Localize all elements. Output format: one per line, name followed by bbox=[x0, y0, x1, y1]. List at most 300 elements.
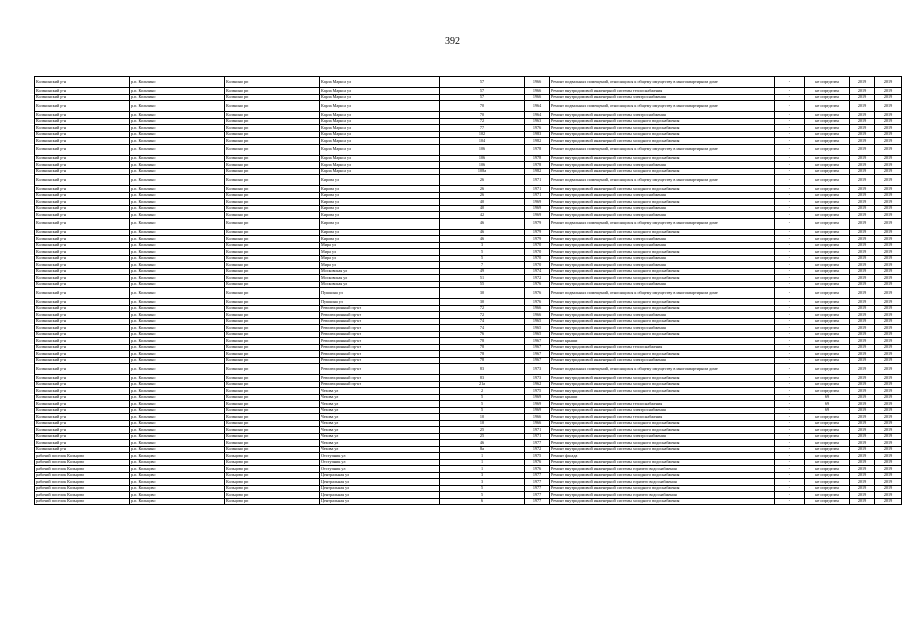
build-year-cell: 1976 bbox=[525, 299, 550, 306]
street-cell: Кирова ул bbox=[320, 186, 440, 193]
street-cell: Карла Маркса ул bbox=[320, 131, 440, 138]
start-year-cell: 2019 bbox=[850, 325, 875, 332]
build-year-cell: 1972 bbox=[525, 446, 550, 453]
start-year-cell: 2019 bbox=[850, 138, 875, 145]
dash-cell: - bbox=[775, 131, 805, 138]
work-type-cell: Ремонт внутридомовой инженерной системы теплоснабжения bbox=[550, 88, 775, 95]
settlement-cell: р.п. Кольчино bbox=[130, 94, 225, 101]
determination-cell: не определен bbox=[805, 88, 850, 95]
build-year-cell: 1978 bbox=[525, 144, 550, 155]
house-number-cell: 25 bbox=[440, 433, 525, 440]
dash-cell: - bbox=[775, 381, 805, 388]
start-year-cell: 2019 bbox=[850, 144, 875, 155]
settlement-cell: р.п. Кольчино bbox=[130, 305, 225, 312]
locality-cell: Кольчино рп bbox=[225, 414, 320, 421]
settlement-cell: р.п. Кольчино bbox=[130, 299, 225, 306]
build-year-cell: 1964 bbox=[525, 112, 550, 119]
build-year-cell: 1975 bbox=[525, 453, 550, 460]
work-type-cell: Ремонт подвальных помещений, относящихся к общему имуществу в многоквартирном доме bbox=[550, 288, 775, 299]
settlement-cell: р.п. Кольчино bbox=[130, 433, 225, 440]
work-type-cell: Ремонт внутридомовой инженерной системы электроснабжения bbox=[550, 205, 775, 212]
dash-cell: - bbox=[775, 357, 805, 364]
end-year-cell: 2019 bbox=[875, 344, 902, 351]
work-type-cell: Ремонт подвальных помещений, относящихся к общему имуществу в многоквартирном доме bbox=[550, 364, 775, 375]
end-year-cell: 2019 bbox=[875, 331, 902, 338]
district-cell: рабочий поселок Кольцово bbox=[35, 466, 130, 473]
house-number-cell: 106 bbox=[440, 155, 525, 162]
determination-cell: не определен bbox=[805, 218, 850, 229]
settlement-cell: р.п. Кольчино bbox=[130, 77, 225, 88]
start-year-cell: 2019 bbox=[850, 162, 875, 169]
locality-cell: Кольчино рп bbox=[225, 275, 320, 282]
end-year-cell: 2019 bbox=[875, 155, 902, 162]
house-number-cell: 46 bbox=[440, 229, 525, 236]
locality-cell: Кольчино рп bbox=[225, 446, 320, 453]
start-year-cell: 2019 bbox=[850, 281, 875, 288]
start-year-cell: 2019 bbox=[850, 125, 875, 132]
locality-cell: Кольчино рп bbox=[225, 299, 320, 306]
street-cell: Карла Маркса ул bbox=[320, 94, 440, 101]
locality-cell: Кольцово рп bbox=[225, 492, 320, 499]
build-year-cell: 1979 bbox=[525, 229, 550, 236]
build-year-cell: 1972 bbox=[525, 275, 550, 282]
house-number-cell: 40 bbox=[440, 199, 525, 206]
street-cell: Чехова ул bbox=[320, 440, 440, 447]
district-cell: рабочий поселок Кольцово bbox=[35, 459, 130, 466]
determination-cell: не определен bbox=[805, 485, 850, 492]
street-cell: Центральная ул bbox=[320, 492, 440, 499]
house-number-cell: 26 bbox=[440, 175, 525, 186]
street-cell: Карла Маркса ул bbox=[320, 101, 440, 112]
locality-cell: Кольчино рп bbox=[225, 262, 320, 269]
work-type-cell: Ремонт внутридомовой инженерной системы холодного водоснабжения bbox=[550, 131, 775, 138]
locality-cell: Кольчино рп bbox=[225, 331, 320, 338]
locality-cell: Кольчино рп bbox=[225, 433, 320, 440]
settlement-cell: р.п. Кольчино bbox=[130, 242, 225, 249]
end-year-cell: 2019 bbox=[875, 440, 902, 447]
start-year-cell: 2019 bbox=[850, 299, 875, 306]
build-year-cell: 1977 bbox=[525, 492, 550, 499]
determination-cell: не определен bbox=[805, 118, 850, 125]
work-type-cell: Ремонт внутридомовой инженерной системы холодного водоснабжения bbox=[550, 229, 775, 236]
start-year-cell: 2019 bbox=[850, 218, 875, 229]
start-year-cell: 2019 bbox=[850, 275, 875, 282]
determination-cell: 69 bbox=[805, 407, 850, 414]
settlement-cell: р.п. Кольцово bbox=[130, 472, 225, 479]
dash-cell: - bbox=[775, 94, 805, 101]
dash-cell: - bbox=[775, 268, 805, 275]
determination-cell: 69 bbox=[805, 401, 850, 408]
settlement-cell: р.п. Кольчино bbox=[130, 394, 225, 401]
determination-cell: не определен bbox=[805, 168, 850, 175]
end-year-cell: 2019 bbox=[875, 479, 902, 486]
end-year-cell: 2019 bbox=[875, 351, 902, 358]
house-number-cell: 46 bbox=[440, 236, 525, 243]
house-number-cell: 6 bbox=[440, 498, 525, 505]
works-table bbox=[34, 76, 902, 505]
end-year-cell: 2019 bbox=[875, 485, 902, 492]
start-year-cell: 2019 bbox=[850, 242, 875, 249]
determination-cell: не определен bbox=[805, 192, 850, 199]
dash-cell: - bbox=[775, 212, 805, 219]
work-type-cell: Ремонт внутридомовой инженерной системы электроснабжения bbox=[550, 312, 775, 319]
table-row bbox=[35, 288, 902, 299]
street-cell: Карла Маркса ул bbox=[320, 155, 440, 162]
work-type-cell: Ремонт подвальных помещений, относящихся к общему имуществу в многоквартирном доме bbox=[550, 144, 775, 155]
street-cell: Московская ул bbox=[320, 275, 440, 282]
street-cell: Отступник ул bbox=[320, 466, 440, 473]
locality-cell: Кольчино рп bbox=[225, 77, 320, 88]
start-year-cell: 2019 bbox=[850, 394, 875, 401]
locality-cell: Кольчино рп bbox=[225, 88, 320, 95]
determination-cell: не определен bbox=[805, 381, 850, 388]
district-cell: Кольчинский р-н bbox=[35, 275, 130, 282]
work-type-cell: Ремонт внутридомовой инженерной системы горячего водоснабжения bbox=[550, 466, 775, 473]
build-year-cell: 1969 bbox=[525, 205, 550, 212]
house-number-cell: 26 bbox=[440, 186, 525, 193]
street-cell: Кирова ул bbox=[320, 192, 440, 199]
district-cell: Кольчинский р-н bbox=[35, 381, 130, 388]
settlement-cell: р.п. Кольцово bbox=[130, 453, 225, 460]
street-cell: Карла Маркса ул bbox=[320, 144, 440, 155]
settlement-cell: р.п. Кольчино bbox=[130, 281, 225, 288]
locality-cell: Кольцово рп bbox=[225, 479, 320, 486]
dash-cell: - bbox=[775, 118, 805, 125]
table-row bbox=[35, 77, 902, 88]
determination-cell: не определен bbox=[805, 466, 850, 473]
dash-cell: - bbox=[775, 453, 805, 460]
start-year-cell: 2019 bbox=[850, 288, 875, 299]
start-year-cell: 2019 bbox=[850, 446, 875, 453]
dash-cell: - bbox=[775, 427, 805, 434]
build-year-cell: 1974 bbox=[525, 268, 550, 275]
start-year-cell: 2019 bbox=[850, 351, 875, 358]
settlement-cell: р.п. Кольчино bbox=[130, 125, 225, 132]
street-cell: Мира ул bbox=[320, 255, 440, 262]
end-year-cell: 2019 bbox=[875, 138, 902, 145]
build-year-cell: 1978 bbox=[525, 155, 550, 162]
work-type-cell: Ремонт подвальных помещений, относящихся к общему имуществу в многоквартирном доме bbox=[550, 218, 775, 229]
street-cell: Кирова ул bbox=[320, 229, 440, 236]
district-cell: рабочий поселок Кольцово bbox=[35, 479, 130, 486]
settlement-cell: р.п. Кольчино bbox=[130, 440, 225, 447]
district-cell: Кольчинский р-н bbox=[35, 281, 130, 288]
end-year-cell: 2019 bbox=[875, 299, 902, 306]
locality-cell: Кольчино рп bbox=[225, 268, 320, 275]
district-cell: Кольчинский р-н bbox=[35, 305, 130, 312]
determination-cell: не определен bbox=[805, 305, 850, 312]
settlement-cell: р.п. Кольчино bbox=[130, 312, 225, 319]
house-number-cell: 78 bbox=[440, 338, 525, 345]
dash-cell: - bbox=[775, 175, 805, 186]
locality-cell: Кольчино рп bbox=[225, 381, 320, 388]
start-year-cell: 2019 bbox=[850, 375, 875, 382]
work-type-cell: Ремонт внутридомовой инженерной системы холодного водоснабжения bbox=[550, 299, 775, 306]
determination-cell: не определен bbox=[805, 212, 850, 219]
end-year-cell: 2019 bbox=[875, 218, 902, 229]
end-year-cell: 2019 bbox=[875, 338, 902, 345]
end-year-cell: 2019 bbox=[875, 318, 902, 325]
settlement-cell: р.п. Кольчино bbox=[130, 101, 225, 112]
district-cell: Кольчинский р-н bbox=[35, 229, 130, 236]
end-year-cell: 2019 bbox=[875, 118, 902, 125]
start-year-cell: 2019 bbox=[850, 433, 875, 440]
work-type-cell: Ремонт внутридомовой инженерной системы электроснабжения bbox=[550, 281, 775, 288]
end-year-cell: 2019 bbox=[875, 472, 902, 479]
start-year-cell: 2019 bbox=[850, 118, 875, 125]
start-year-cell: 2019 bbox=[850, 485, 875, 492]
start-year-cell: 2019 bbox=[850, 186, 875, 193]
end-year-cell: 2019 bbox=[875, 364, 902, 375]
house-number-cell: 106 bbox=[440, 144, 525, 155]
settlement-cell: р.п. Кольчино bbox=[130, 168, 225, 175]
settlement-cell: р.п. Кольчино bbox=[130, 407, 225, 414]
locality-cell: Кольчино рп bbox=[225, 242, 320, 249]
start-year-cell: 2019 bbox=[850, 440, 875, 447]
end-year-cell: 2019 bbox=[875, 175, 902, 186]
settlement-cell: р.п. Кольчино bbox=[130, 88, 225, 95]
house-number-cell: 5 bbox=[440, 249, 525, 256]
start-year-cell: 2019 bbox=[850, 255, 875, 262]
end-year-cell: 2019 bbox=[875, 459, 902, 466]
table-row bbox=[35, 218, 902, 229]
determination-cell: не определен bbox=[805, 414, 850, 421]
work-type-cell: Ремонт внутридомовой инженерной системы холодного водоснабжения bbox=[550, 459, 775, 466]
work-type-cell: Ремонт подвальных помещений, относящихся к общему имуществу в многоквартирном доме bbox=[550, 175, 775, 186]
settlement-cell: р.п. Кольчино bbox=[130, 249, 225, 256]
work-type-cell: Ремонт внутридомовой инженерной системы электроснабжения bbox=[550, 236, 775, 243]
dash-cell: - bbox=[775, 88, 805, 95]
start-year-cell: 2019 bbox=[850, 427, 875, 434]
determination-cell: не определен bbox=[805, 338, 850, 345]
district-cell: Кольчинский р-н bbox=[35, 420, 130, 427]
district-cell: рабочий поселок Кольцово bbox=[35, 492, 130, 499]
street-cell: Чехова ул bbox=[320, 407, 440, 414]
work-type-cell: Ремонт внутридомовой инженерной системы теплоснабжения bbox=[550, 344, 775, 351]
determination-cell: не определен bbox=[805, 357, 850, 364]
locality-cell: Кольчино рп bbox=[225, 138, 320, 145]
determination-cell: не определен bbox=[805, 318, 850, 325]
dash-cell: - bbox=[775, 312, 805, 319]
street-cell: Чехова ул bbox=[320, 420, 440, 427]
house-number-cell: 3 bbox=[440, 479, 525, 486]
district-cell: Кольчинский р-н bbox=[35, 262, 130, 269]
start-year-cell: 2019 bbox=[850, 420, 875, 427]
work-type-cell: Ремонт внутридомовой инженерной системы холодного водоснабжения bbox=[550, 388, 775, 395]
street-cell: Революционный пр-кт bbox=[320, 364, 440, 375]
dash-cell: - bbox=[775, 331, 805, 338]
street-cell: Революционный пр-кт bbox=[320, 312, 440, 319]
locality-cell: Кольчино рп bbox=[225, 427, 320, 434]
work-type-cell: Ремонт внутридомовой инженерной системы холодного водоснабжения bbox=[550, 420, 775, 427]
end-year-cell: 2019 bbox=[875, 125, 902, 132]
start-year-cell: 2019 bbox=[850, 168, 875, 175]
dash-cell: - bbox=[775, 407, 805, 414]
settlement-cell: р.п. Кольчино bbox=[130, 186, 225, 193]
street-cell: Кирова ул bbox=[320, 205, 440, 212]
district-cell: Кольчинский р-н bbox=[35, 155, 130, 162]
house-number-cell: 57 bbox=[440, 94, 525, 101]
street-cell: Карла Маркса ул bbox=[320, 125, 440, 132]
street-cell: Чехова ул bbox=[320, 433, 440, 440]
locality-cell: Кольчино рп bbox=[225, 249, 320, 256]
determination-cell: не определен bbox=[805, 94, 850, 101]
work-type-cell: Ремонт внутридомовой инженерной системы холодного водоснабжения bbox=[550, 331, 775, 338]
end-year-cell: 2019 bbox=[875, 186, 902, 193]
start-year-cell: 2019 bbox=[850, 88, 875, 95]
end-year-cell: 2019 bbox=[875, 381, 902, 388]
locality-cell: Кольчино рп bbox=[225, 155, 320, 162]
work-type-cell: Ремонт внутридомовой инженерной системы холодного водоснабжения bbox=[550, 186, 775, 193]
build-year-cell: 1977 bbox=[525, 479, 550, 486]
street-cell: Революционный пр-кт bbox=[320, 375, 440, 382]
start-year-cell: 2019 bbox=[850, 459, 875, 466]
determination-cell: не определен bbox=[805, 101, 850, 112]
end-year-cell: 2019 bbox=[875, 407, 902, 414]
settlement-cell: р.п. Кольцово bbox=[130, 459, 225, 466]
district-cell: Кольчинский р-н bbox=[35, 407, 130, 414]
determination-cell: не определен bbox=[805, 375, 850, 382]
house-number-cell: 77 bbox=[440, 125, 525, 132]
work-type-cell: Ремонт внутридомовой инженерной системы холодного водоснабжения bbox=[550, 199, 775, 206]
build-year-cell: 1969 bbox=[525, 407, 550, 414]
settlement-cell: р.п. Кольчино bbox=[130, 364, 225, 375]
locality-cell: Кольчино рп bbox=[225, 394, 320, 401]
district-cell: Кольчинский р-н bbox=[35, 212, 130, 219]
determination-cell: не определен bbox=[805, 236, 850, 243]
start-year-cell: 2019 bbox=[850, 101, 875, 112]
table-row bbox=[35, 498, 902, 505]
dash-cell: - bbox=[775, 218, 805, 229]
settlement-cell: р.п. Кольчино bbox=[130, 338, 225, 345]
district-cell: Кольчинский р-н bbox=[35, 351, 130, 358]
house-number-cell: 30 bbox=[440, 299, 525, 306]
locality-cell: Кольчино рп bbox=[225, 364, 320, 375]
district-cell: Кольчинский р-н bbox=[35, 331, 130, 338]
district-cell: Кольчинский р-н bbox=[35, 144, 130, 155]
house-number-cell: 8а bbox=[440, 446, 525, 453]
house-number-cell: 7 bbox=[440, 262, 525, 269]
district-cell: Кольчинский р-н bbox=[35, 312, 130, 319]
determination-cell: 69 bbox=[805, 394, 850, 401]
street-cell: Карла Маркса ул bbox=[320, 162, 440, 169]
work-type-cell: Ремонт внутридомовой инженерной системы холодного водоснабжения bbox=[550, 168, 775, 175]
work-type-cell: Ремонт внутридомовой инженерной системы холодного водоснабжения bbox=[550, 485, 775, 492]
locality-cell: Кольчино рп bbox=[225, 357, 320, 364]
work-type-cell: Ремонт фасада bbox=[550, 453, 775, 460]
work-type-cell: Ремонт внутридомовой инженерной системы электроснабжения bbox=[550, 325, 775, 332]
build-year-cell: 1979 bbox=[525, 218, 550, 229]
start-year-cell: 2019 bbox=[850, 331, 875, 338]
determination-cell: не определен bbox=[805, 325, 850, 332]
work-type-cell: Ремонт внутридомовой инженерной системы холодного водоснабжения bbox=[550, 375, 775, 382]
build-year-cell: 1970 bbox=[525, 262, 550, 269]
street-cell: Мира ул bbox=[320, 262, 440, 269]
start-year-cell: 2019 bbox=[850, 249, 875, 256]
build-year-cell: 1965 bbox=[525, 331, 550, 338]
work-type-cell: Ремонт внутридомовой инженерной системы холодного водоснабжения bbox=[550, 427, 775, 434]
build-year-cell: 1969 bbox=[525, 199, 550, 206]
start-year-cell: 2019 bbox=[850, 381, 875, 388]
build-year-cell: 1973 bbox=[525, 375, 550, 382]
dash-cell: - bbox=[775, 440, 805, 447]
district-cell: Кольчинский р-н bbox=[35, 401, 130, 408]
street-cell: Кирова ул bbox=[320, 199, 440, 206]
house-number-cell: 108а bbox=[440, 168, 525, 175]
dash-cell: - bbox=[775, 138, 805, 145]
settlement-cell: р.п. Кольцово bbox=[130, 466, 225, 473]
table-body bbox=[35, 77, 902, 505]
house-number-cell: 83 bbox=[440, 375, 525, 382]
house-number-cell: 2 bbox=[440, 388, 525, 395]
end-year-cell: 2019 bbox=[875, 236, 902, 243]
settlement-cell: р.п. Кольчино bbox=[130, 199, 225, 206]
work-type-cell: Ремонт внутридомовой инженерной системы холодного водоснабжения bbox=[550, 138, 775, 145]
build-year-cell: 1963 bbox=[525, 118, 550, 125]
house-number-cell: 1 bbox=[440, 459, 525, 466]
end-year-cell: 2019 bbox=[875, 401, 902, 408]
dash-cell: - bbox=[775, 338, 805, 345]
locality-cell: Кольчино рп bbox=[225, 112, 320, 119]
locality-cell: Кольцово рп bbox=[225, 485, 320, 492]
dash-cell: - bbox=[775, 112, 805, 119]
build-year-cell: 1967 bbox=[525, 351, 550, 358]
district-cell: Кольчинский р-н bbox=[35, 357, 130, 364]
street-cell: Карла Маркса ул bbox=[320, 118, 440, 125]
district-cell: Кольчинский р-н bbox=[35, 118, 130, 125]
work-type-cell: Ремонт внутридомовой инженерной системы холодного водоснабжения bbox=[550, 118, 775, 125]
end-year-cell: 2019 bbox=[875, 242, 902, 249]
dash-cell: - bbox=[775, 325, 805, 332]
district-cell: Кольчинский р-н bbox=[35, 325, 130, 332]
start-year-cell: 2019 bbox=[850, 479, 875, 486]
street-cell: Кирова ул bbox=[320, 175, 440, 186]
build-year-cell: 1966 bbox=[525, 88, 550, 95]
determination-cell: не определен bbox=[805, 459, 850, 466]
settlement-cell: р.п. Кольчино bbox=[130, 388, 225, 395]
work-type-cell: Ремонт внутридомовой инженерной системы холодного водоснабжения bbox=[550, 472, 775, 479]
determination-cell: не определен bbox=[805, 427, 850, 434]
work-type-cell: Ремонт внутридомовой инженерной системы горячего водоснабжения bbox=[550, 479, 775, 486]
start-year-cell: 2019 bbox=[850, 155, 875, 162]
locality-cell: Кольчино рп bbox=[225, 186, 320, 193]
locality-cell: Кольчино рп bbox=[225, 218, 320, 229]
settlement-cell: р.п. Кольчино bbox=[130, 131, 225, 138]
locality-cell: Кольцово рп bbox=[225, 453, 320, 460]
build-year-cell: 1967 bbox=[525, 357, 550, 364]
build-year-cell: 1966 bbox=[525, 77, 550, 88]
house-number-cell: 76 bbox=[440, 331, 525, 338]
street-cell: Кирова ул bbox=[320, 236, 440, 243]
district-cell: Кольчинский р-н bbox=[35, 414, 130, 421]
start-year-cell: 2019 bbox=[850, 318, 875, 325]
build-year-cell: 1962 bbox=[525, 381, 550, 388]
table-row bbox=[35, 364, 902, 375]
settlement-cell: р.п. Кольчино bbox=[130, 357, 225, 364]
work-type-cell: Ремонт внутридомовой инженерной системы электроснабжения bbox=[550, 94, 775, 101]
settlement-cell: р.п. Кольчино bbox=[130, 427, 225, 434]
build-year-cell: 1971 bbox=[525, 192, 550, 199]
dash-cell: - bbox=[775, 433, 805, 440]
work-type-cell: Ремонт внутридомовой инженерной системы электроснабжения bbox=[550, 192, 775, 199]
settlement-cell: р.п. Кольчино bbox=[130, 420, 225, 427]
street-cell: Чехова ул bbox=[320, 388, 440, 395]
determination-cell: не определен bbox=[805, 492, 850, 499]
dash-cell: - bbox=[775, 375, 805, 382]
district-cell: Кольчинский р-н bbox=[35, 375, 130, 382]
settlement-cell: р.п. Кольчино bbox=[130, 155, 225, 162]
work-type-cell: Ремонт внутридомовой инженерной системы холодного водоснабжения bbox=[550, 318, 775, 325]
